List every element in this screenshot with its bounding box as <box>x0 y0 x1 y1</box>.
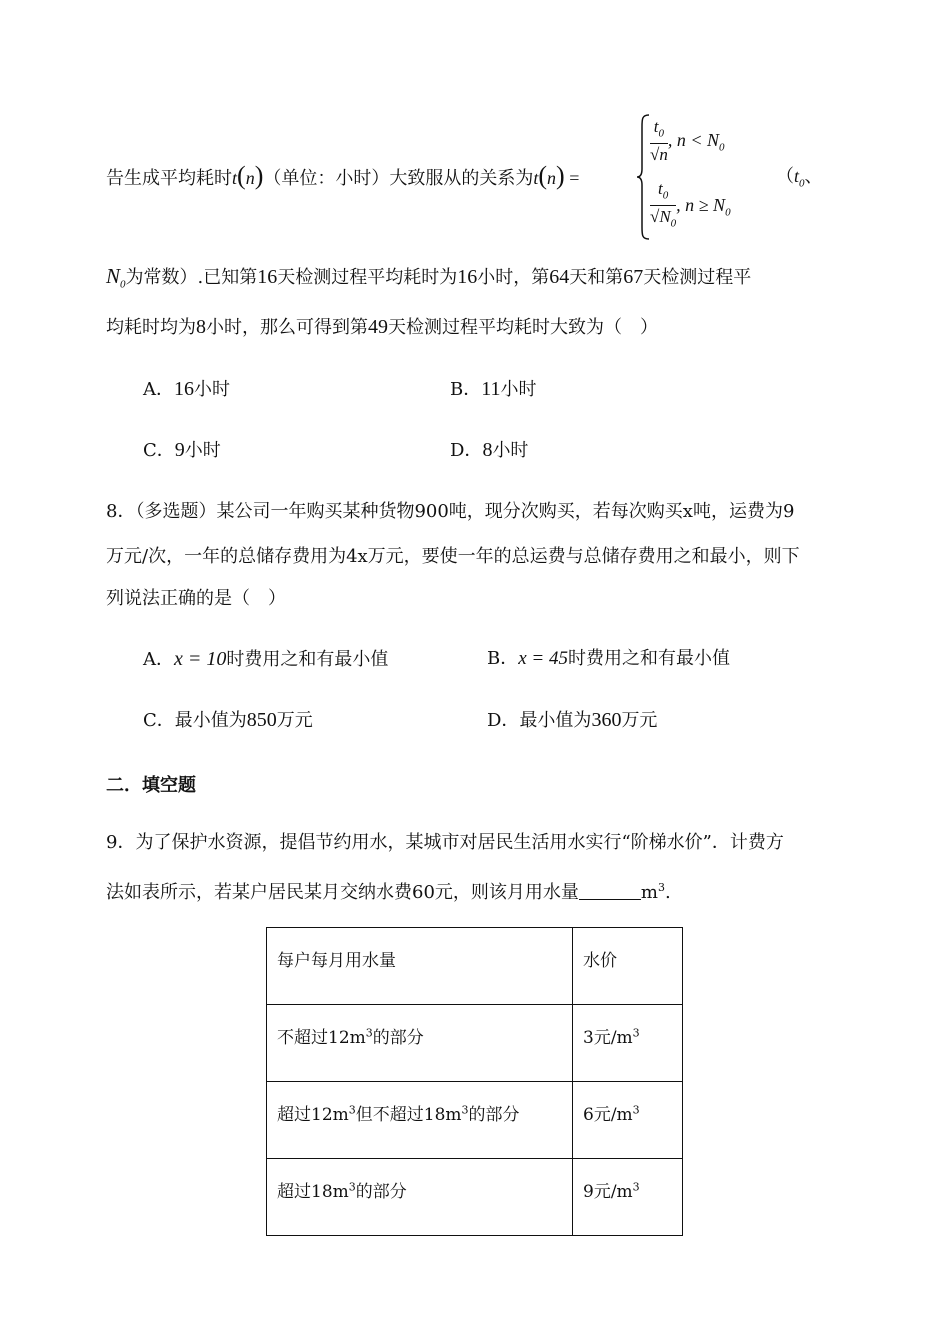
q8-option-d[interactable]: D．最小值为360万元 <box>487 709 658 731</box>
section-heading-fill-in: 二．填空题 <box>106 775 196 796</box>
t-n-expr: t(n) <box>232 161 264 190</box>
price-cell: 6元$/m^3$ <box>573 1082 683 1159</box>
usage-cell: 不超过$12m^3$的部分 <box>267 1005 573 1082</box>
table-row <box>267 1005 683 1082</box>
fraction-t0-over-sqrt-N0: $\frac{t_0}{√N_0}$ <box>650 179 677 230</box>
q7-line-1-tail: （$t_0$、 <box>776 166 823 190</box>
usage-cell: 超过$18m^3$的部分 <box>267 1159 573 1236</box>
fraction-t0-over-sqrt-n: $\frac{t_0}{√n}$ <box>650 117 668 165</box>
q7-line-3: 均耗时均为8小时，那么可得到第49天检测过程平均耗时大致为（ ） <box>106 316 658 338</box>
t-n-expr-2: t(n) <box>533 161 565 190</box>
piecewise-case-2: $\frac{t_0}{√N_0}$ , $n \ge N_0$ <box>650 179 731 235</box>
q7-text: （单位：小时）大致服从的关系为 <box>263 168 534 189</box>
answer-blank[interactable] <box>579 883 641 900</box>
q8-line-1: 8．（多选题）某公司一年购买某种货物900吨，现分次购买，若每次购买x吨，运费为9 <box>106 501 795 522</box>
q7-option-c[interactable]: C．9小时 <box>143 439 221 461</box>
q9-line-1: 9．为了保护水资源，提倡节约用水，某城市对居民生活用水实行“阶梯水价”．计费方 <box>106 832 784 853</box>
usage-cell: 超过$12m^3$但不超过$18m^3$的部分 <box>267 1082 573 1159</box>
q7-text: 告生成平均耗时 <box>106 168 232 189</box>
q8-option-b[interactable]: B．x = 45时费用之和有最小值 <box>487 648 730 669</box>
water-price-table <box>266 927 683 1236</box>
price-cell: 9元$/m^3$ <box>573 1159 683 1236</box>
q8-line-2: 万元/次，一年的总储存费用为4x万元，要使一年的总运费与总储存费用之和最小，则下 <box>106 546 800 567</box>
table-header-row <box>267 928 683 1005</box>
price-cell: 3元$/m^3$ <box>573 1005 683 1082</box>
q7-line-2: $N_0$为常数）.已知第16天检测过程平均耗时为16小时，第64天和第67天检测过程平 <box>106 264 752 291</box>
header-price: 水价 <box>573 928 683 1005</box>
table-row <box>267 1082 683 1159</box>
q8-line-3: 列说法正确的是（ ） <box>106 588 286 609</box>
q8-option-a[interactable]: A．x = 10时费用之和有最小值 <box>143 648 389 670</box>
q7-option-a[interactable]: A．16小时 <box>143 378 230 400</box>
q7-option-d[interactable]: D．8小时 <box>450 439 529 461</box>
q8-option-c[interactable]: C．最小值为850万元 <box>143 709 313 731</box>
header-usage: 每户每月用水量 <box>267 928 573 1005</box>
table-row <box>267 1159 683 1236</box>
q9-line-2: 法如表所示，若某户居民某月交纳水费60元，则该月用水量 $m^3$. <box>106 881 671 903</box>
q7-option-b[interactable]: B．11小时 <box>450 378 537 400</box>
q7-line-1: 告生成平均耗时t(n)（单位：小时）大致服从的关系为t(n) = <box>106 161 580 190</box>
piecewise-case-1: $\frac{t_0}{√n}$ , $n < N_0$ <box>650 117 725 165</box>
